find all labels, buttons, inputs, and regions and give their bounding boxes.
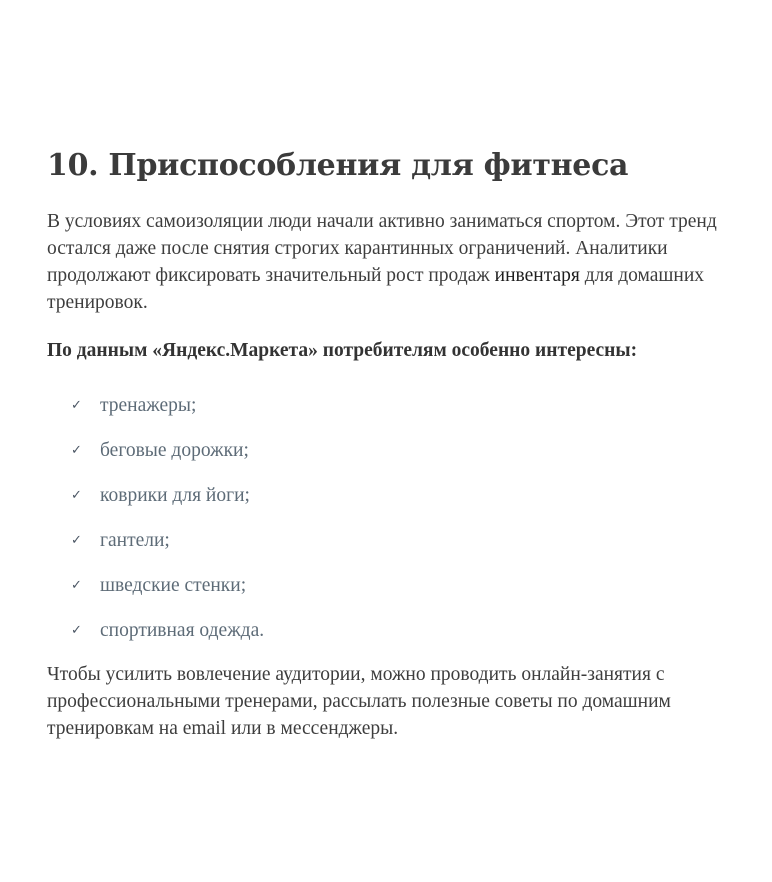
article [47, 146, 747, 742]
list-item [71, 608, 747, 653]
list-item [71, 428, 747, 473]
checklist [47, 383, 747, 653]
list-item-text: гантели; [100, 529, 170, 551]
check-icon: ✓ [71, 488, 82, 503]
intro-text-end: для домашних тренировок. [47, 265, 705, 313]
check-icon: ✓ [71, 578, 82, 593]
closing-paragraph: Чтобы усилить вовлечение аудитории, можно проводить онлайн-занятия с профессиональными тренерами, рассылать полезные советы по домашним тренировкам на email или в мессенджеры. [47, 664, 671, 739]
list-item-text: спортивная одежда. [100, 619, 265, 641]
list-item [71, 563, 747, 608]
list-item-text: тренажеры; [100, 394, 197, 416]
check-icon: ✓ [71, 533, 82, 548]
inventory-link[interactable]: инвентаря [494, 265, 580, 286]
list-item-text: коврики для йоги; [100, 484, 250, 506]
list-item [71, 518, 747, 563]
intro-paragraph [47, 208, 747, 316]
intro-text-start: В условиях самоизоляции люди начали активно заниматься спортом. Этот тренд остался даже после снятия строгих карантинных ограничений. Аналитики продолжают фиксировать значительный рост продаж [47, 211, 717, 286]
check-icon: ✓ [71, 398, 82, 413]
list-item [71, 473, 747, 518]
list-item [71, 383, 747, 428]
check-icon: ✓ [71, 443, 82, 458]
list-item-text: шведские стенки; [100, 574, 247, 596]
check-icon: ✓ [71, 623, 82, 638]
lead-paragraph: По данным «Яндекс.Маркета» потребителям особенно интересны: [47, 340, 638, 361]
article-title: 10. Приспособления для фитнеса [47, 148, 629, 183]
list-item-text: беговые дорожки; [100, 439, 249, 461]
